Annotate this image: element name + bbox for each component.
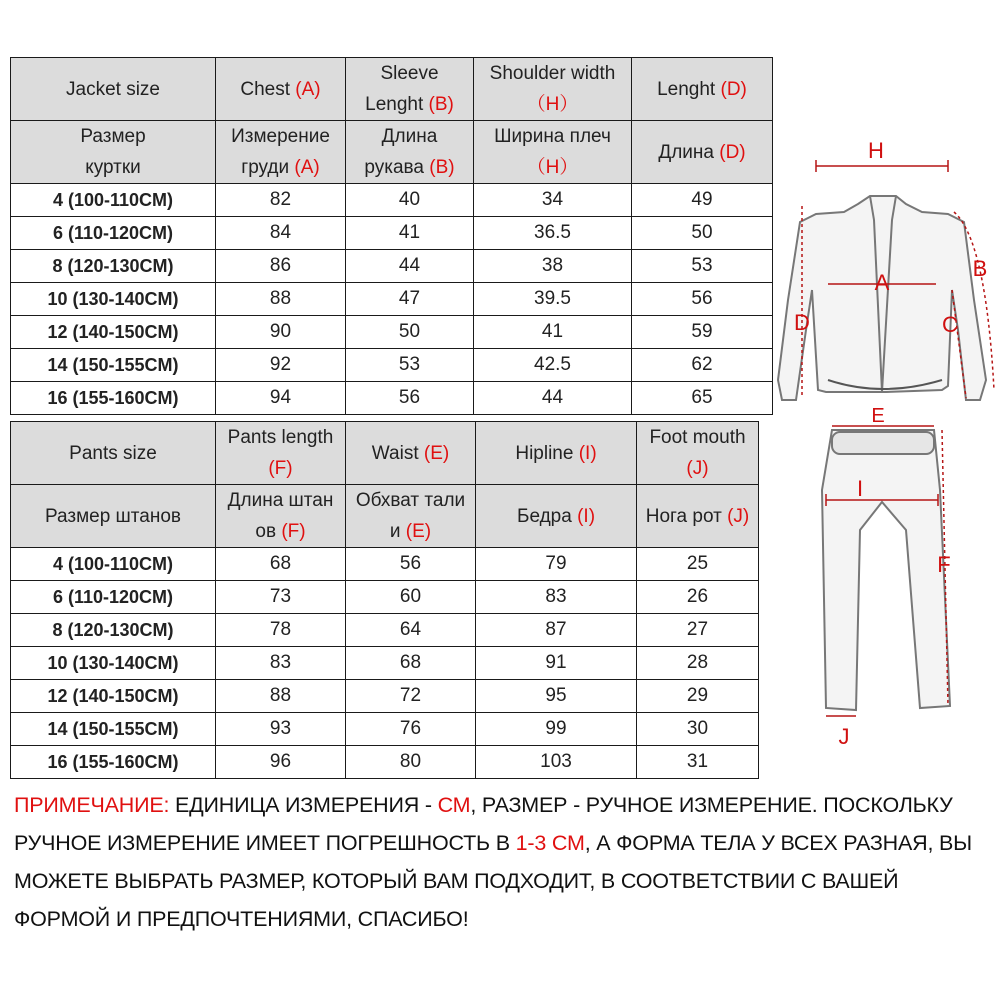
note-text-1: ЕДИНИЦА ИЗМЕРЕНИЯ - xyxy=(169,793,438,817)
pants-cell-waist: 60 xyxy=(346,581,476,614)
jacket-cell-length: 65 xyxy=(632,382,773,415)
waist-header: Waist (E) xyxy=(346,422,476,485)
jacket-header-ru xyxy=(11,121,773,184)
note-label: ПРИМЕЧАНИЕ: xyxy=(14,793,170,817)
note-unit: СМ xyxy=(437,793,471,817)
jacket-cell-chest: 90 xyxy=(216,316,346,349)
pants-label-f: F xyxy=(937,552,951,577)
jacket-cell-size: 4 (100-110CM) xyxy=(11,184,216,217)
jacket-row xyxy=(11,217,773,250)
sleeve-header: Sleeve Lenght (B) xyxy=(346,58,474,121)
note-text-3: , А ФОРМА ТЕЛА У ВСЕХ РАЗНАЯ, ВЫ МОЖЕТЕ ВЫБРАТЬ РАЗМЕР, КОТОРЫЙ ВАМ ПОДХОДИТ, В СООТВЕТСТВИИ С ВАШЕЙ ФОРМОЙ И ПРЕДПОЧТЕНИЯМИ, СПАСИБО! xyxy=(14,831,972,931)
pants-cell-hip: 103 xyxy=(476,746,637,779)
jacket-cell-length: 53 xyxy=(632,250,773,283)
jacket-cell-shoulder: 41 xyxy=(474,316,632,349)
jacket-cell-shoulder: 42.5 xyxy=(474,349,632,382)
pants-cell-waist: 68 xyxy=(346,647,476,680)
jacket-cell-chest: 86 xyxy=(216,250,346,283)
pants-row xyxy=(11,548,759,581)
pants-cell-foot: 31 xyxy=(637,746,759,779)
pants-cell-size: 14 (150-155CM) xyxy=(11,713,216,746)
pants-length-header: Pants length (F) xyxy=(216,422,346,485)
jacket-cell-sleeve: 40 xyxy=(346,184,474,217)
jacket-cell-chest: 92 xyxy=(216,349,346,382)
jacket-cell-chest: 84 xyxy=(216,217,346,250)
pants-outline xyxy=(822,430,950,710)
jacket-cell-length: 62 xyxy=(632,349,773,382)
jacket-cell-shoulder: 44 xyxy=(474,382,632,415)
jacket-label-d: D xyxy=(794,310,810,335)
pants-size-header-ru: Размер штанов xyxy=(11,485,216,548)
pants-row xyxy=(11,746,759,779)
note-text-2: , РАЗМЕР - РУЧНОЕ ИЗМЕРЕНИЕ. ПОСКОЛЬКУ РУЧНОЕ ИЗМЕРЕНИЕ ИМЕЕТ ПОГРЕШНОСТЬ В xyxy=(14,793,953,855)
pants-cell-size: 6 (110-120CM) xyxy=(11,581,216,614)
measurement-note xyxy=(14,786,990,938)
jacket-cell-chest: 82 xyxy=(216,184,346,217)
pants-cell-foot: 30 xyxy=(637,713,759,746)
jacket-header-en xyxy=(11,58,773,121)
pants-cell-foot: 29 xyxy=(637,680,759,713)
pants-row xyxy=(11,647,759,680)
chest-header: Chest (A) xyxy=(216,58,346,121)
pants-cell-waist: 56 xyxy=(346,548,476,581)
jacket-cell-shoulder: 39.5 xyxy=(474,283,632,316)
waist-header-ru: Обхват тали и (E) xyxy=(346,485,476,548)
pants-cell-waist: 64 xyxy=(346,614,476,647)
hipline-header: Hipline (I) xyxy=(476,422,637,485)
jacket-cell-length: 50 xyxy=(632,217,773,250)
pants-cell-waist: 72 xyxy=(346,680,476,713)
pants-cell-length: 96 xyxy=(216,746,346,779)
pants-cell-foot: 25 xyxy=(637,548,759,581)
jacket-outline xyxy=(778,196,986,400)
jacket-cell-size: 6 (110-120CM) xyxy=(11,217,216,250)
length-header: Lenght (D) xyxy=(632,58,773,121)
foot-mouth-header-ru: Нога рот (J) xyxy=(637,485,759,548)
length-header-ru: Длина (D) xyxy=(632,121,773,184)
pants-row xyxy=(11,680,759,713)
jacket-cell-sleeve: 50 xyxy=(346,316,474,349)
jacket-row xyxy=(11,283,773,316)
pants-row xyxy=(11,713,759,746)
jacket-size-header-ru: Размер куртки xyxy=(11,121,216,184)
jacket-cell-sleeve: 41 xyxy=(346,217,474,250)
pants-size-table xyxy=(10,421,759,779)
jacket-cell-shoulder: 36.5 xyxy=(474,217,632,250)
jacket-cell-sleeve: 53 xyxy=(346,349,474,382)
jacket-row xyxy=(11,349,773,382)
pants-length-header-ru: Длина штан ов (F) xyxy=(216,485,346,548)
hipline-header-ru: Бедра (I) xyxy=(476,485,637,548)
pants-cell-hip: 91 xyxy=(476,647,637,680)
jacket-cell-chest: 88 xyxy=(216,283,346,316)
shoulder-header-ru: Ширина плеч （H） xyxy=(474,121,632,184)
note-tolerance: 1-3 СМ xyxy=(515,831,585,855)
shoulder-header: Shoulder width （H） xyxy=(474,58,632,121)
jacket-size-header: Jacket size xyxy=(11,58,216,121)
pants-header-en xyxy=(11,422,759,485)
jacket-label-h: H xyxy=(868,138,884,163)
jacket-row xyxy=(11,250,773,283)
jacket-row xyxy=(11,316,773,349)
sleeve-header-ru: Длина рукава (B) xyxy=(346,121,474,184)
chest-header-ru: Измерение груди (A) xyxy=(216,121,346,184)
jacket-cell-size: 16 (155-160CM) xyxy=(11,382,216,415)
jacket-cell-size: 8 (120-130CM) xyxy=(11,250,216,283)
pants-cell-hip: 79 xyxy=(476,548,637,581)
pants-cell-size: 8 (120-130CM) xyxy=(11,614,216,647)
jacket-cell-sleeve: 47 xyxy=(346,283,474,316)
pants-cell-hip: 99 xyxy=(476,713,637,746)
pants-label-e: E xyxy=(871,405,885,427)
pants-row xyxy=(11,581,759,614)
jacket-cell-shoulder: 34 xyxy=(474,184,632,217)
pants-size-header: Pants size xyxy=(11,422,216,485)
jacket-cell-size: 12 (140-150CM) xyxy=(11,316,216,349)
pants-cell-foot: 27 xyxy=(637,614,759,647)
jacket-cell-sleeve: 56 xyxy=(346,382,474,415)
jacket-label-c: C xyxy=(942,312,958,337)
pants-cell-waist: 80 xyxy=(346,746,476,779)
jacket-cell-size: 10 (130-140CM) xyxy=(11,283,216,316)
jacket-row xyxy=(11,382,773,415)
pants-cell-hip: 83 xyxy=(476,581,637,614)
pants-cell-foot: 28 xyxy=(637,647,759,680)
jacket-row xyxy=(11,184,773,217)
pants-cell-length: 88 xyxy=(216,680,346,713)
pants-cell-waist: 76 xyxy=(346,713,476,746)
jacket-size-table xyxy=(10,57,773,415)
pants-cell-size: 12 (140-150CM) xyxy=(11,680,216,713)
jacket-cell-length: 56 xyxy=(632,283,773,316)
garment-measurement-diagram xyxy=(766,130,1000,770)
pants-cell-size: 4 (100-110CM) xyxy=(11,548,216,581)
pants-cell-length: 83 xyxy=(216,647,346,680)
pants-cell-hip: 87 xyxy=(476,614,637,647)
pants-cell-size: 10 (130-140CM) xyxy=(11,647,216,680)
jacket-label-a: A xyxy=(874,270,890,295)
pants-cell-length: 93 xyxy=(216,713,346,746)
foot-mouth-header: Foot mouth (J) xyxy=(637,422,759,485)
pants-cell-size: 16 (155-160CM) xyxy=(11,746,216,779)
jacket-cell-shoulder: 38 xyxy=(474,250,632,283)
pants-cell-length: 73 xyxy=(216,581,346,614)
jacket-cell-length: 49 xyxy=(632,184,773,217)
pants-header-ru xyxy=(11,485,759,548)
jacket-cell-size: 14 (150-155CM) xyxy=(11,349,216,382)
jacket-cell-length: 59 xyxy=(632,316,773,349)
jacket-cell-chest: 94 xyxy=(216,382,346,415)
pants-cell-hip: 95 xyxy=(476,680,637,713)
pants-row xyxy=(11,614,759,647)
pants-label-i: I xyxy=(856,476,864,501)
jacket-cell-sleeve: 44 xyxy=(346,250,474,283)
pants-cell-length: 68 xyxy=(216,548,346,581)
jacket-label-b: B xyxy=(972,256,988,281)
pants-cell-foot: 26 xyxy=(637,581,759,614)
pants-cell-length: 78 xyxy=(216,614,346,647)
pants-label-j: J xyxy=(838,724,850,749)
